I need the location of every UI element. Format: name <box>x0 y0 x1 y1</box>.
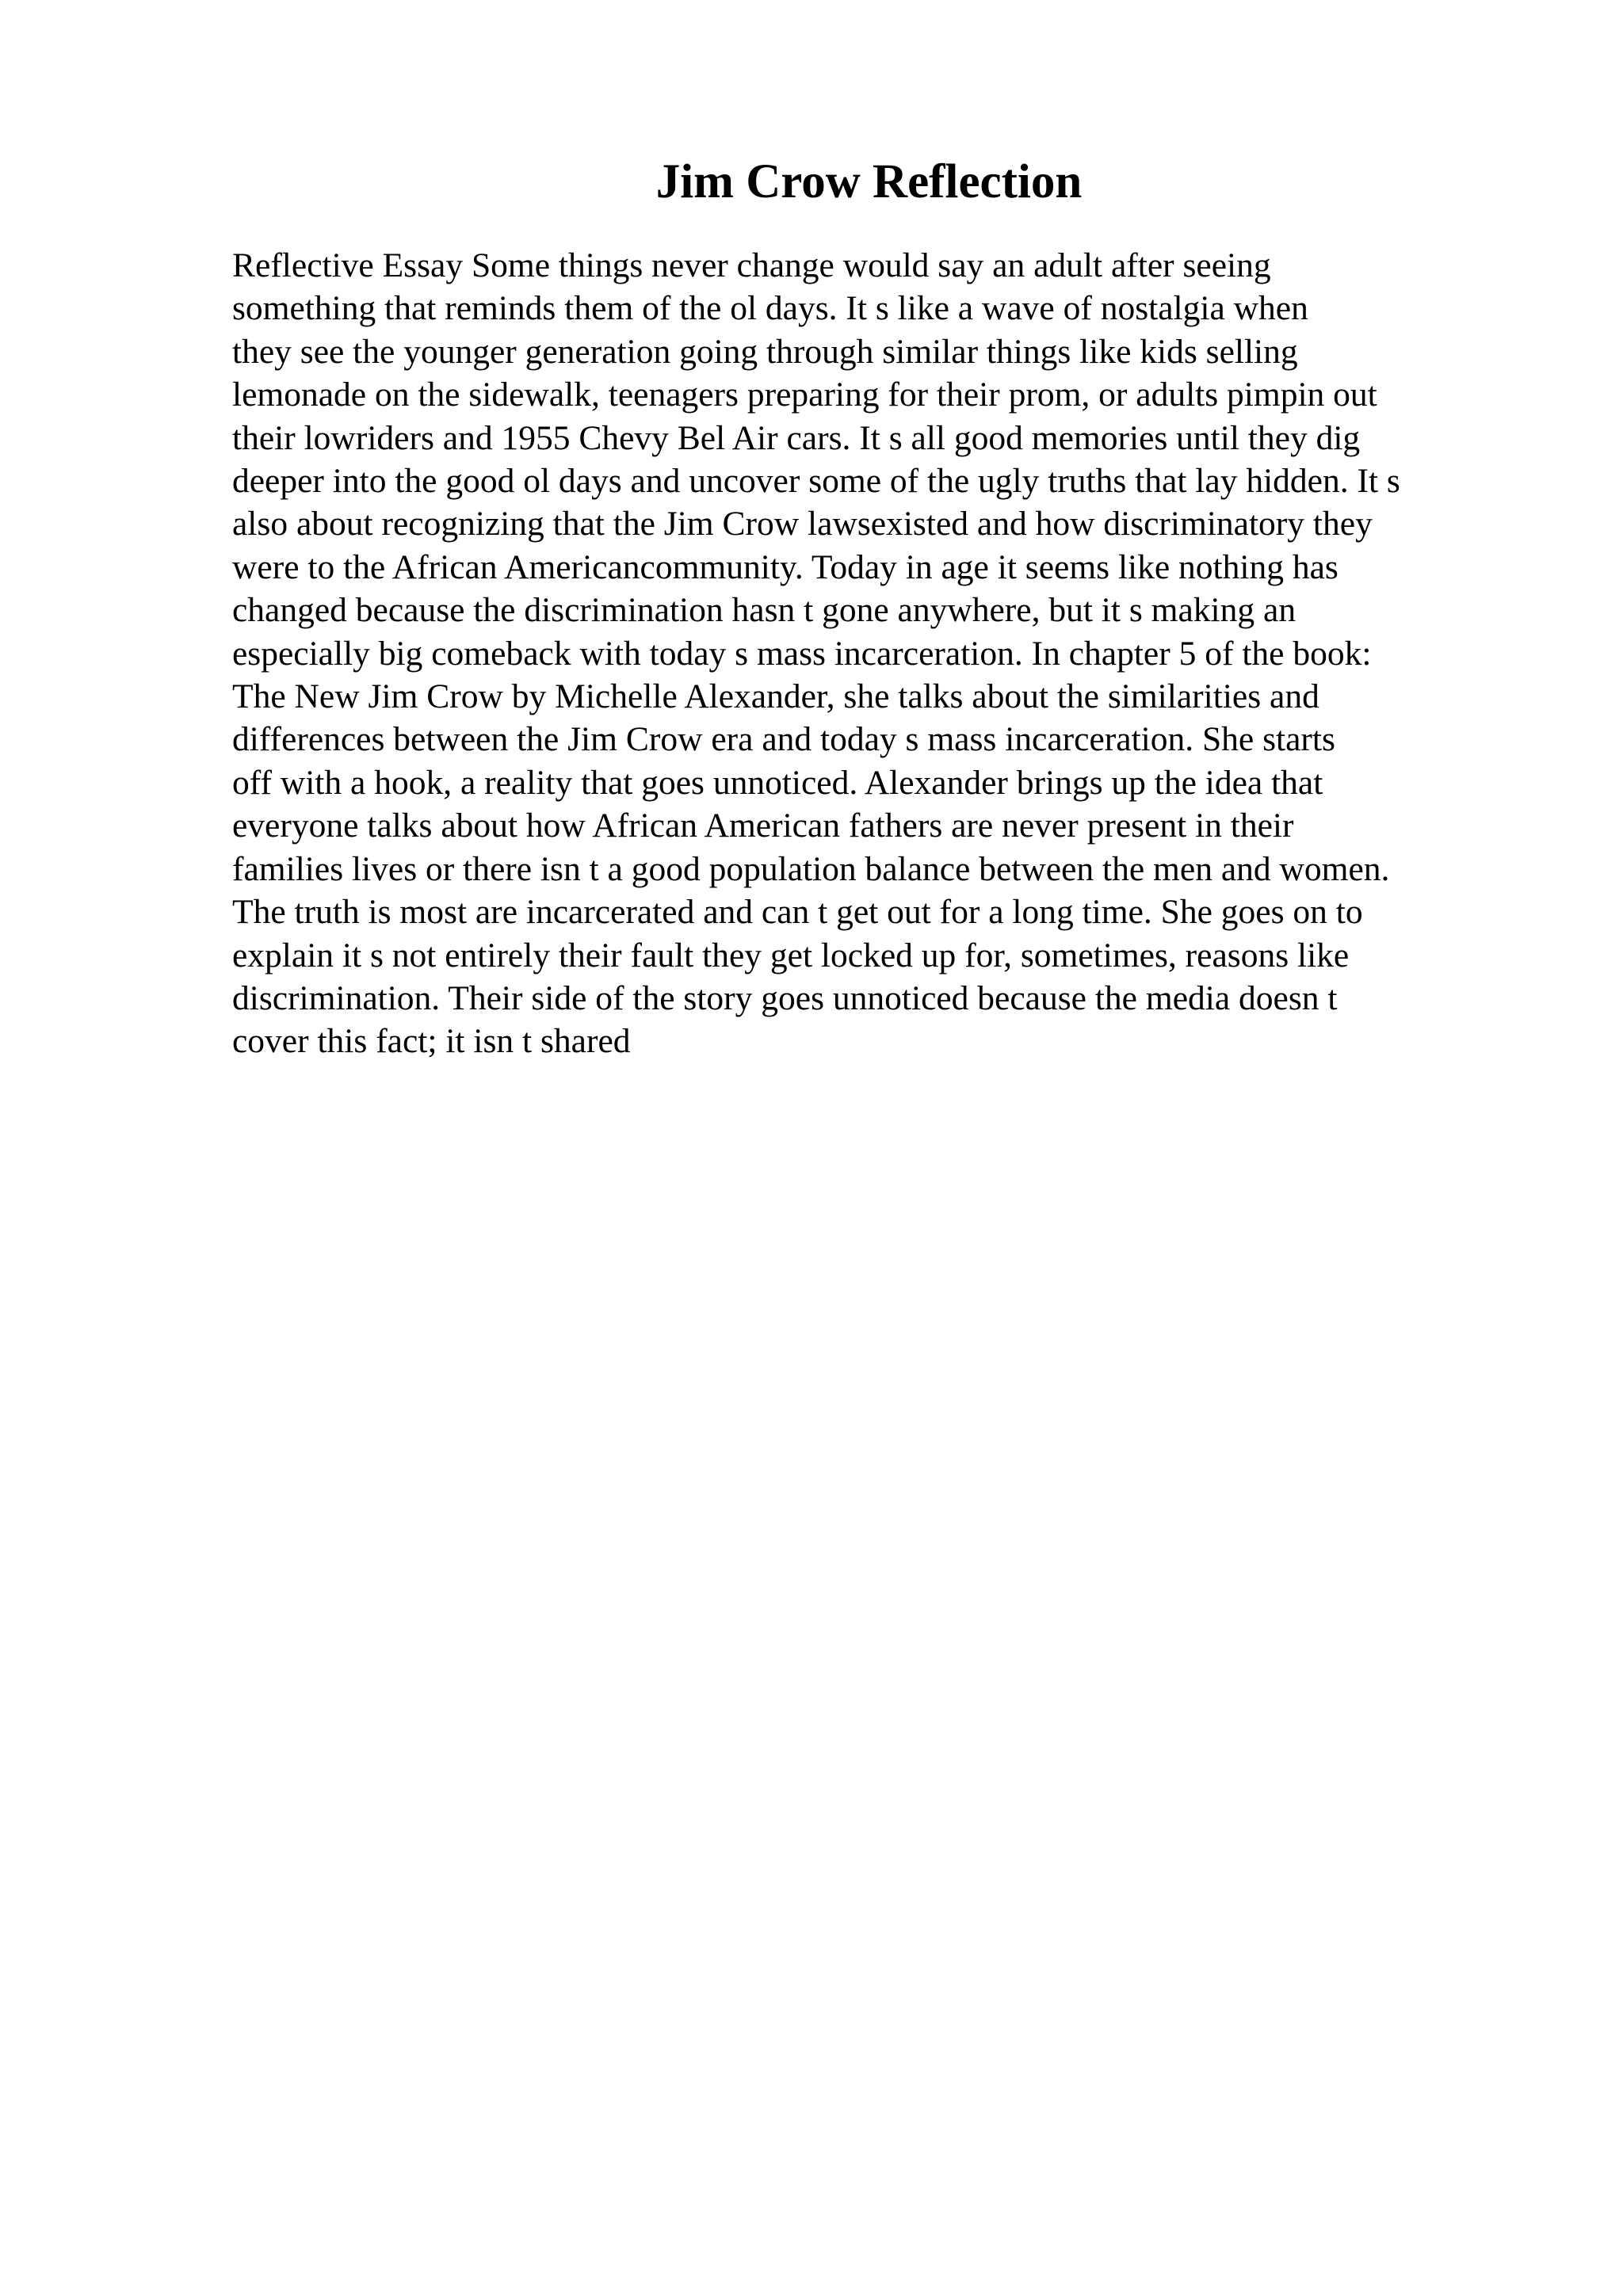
essay-line: changed because the discrimination hasn t gone anywhere, but it s making an <box>232 591 1296 630</box>
essay-line: especially big comeback with today s mass incarceration. In chapter 5 of the book: <box>232 634 1372 673</box>
essay-line: they see the younger generation going through similar things like kids selling <box>232 332 1298 371</box>
essay-line: cover this fact; it isn t shared <box>232 1022 631 1061</box>
essay-line: Reflective Essay Some things never change would say an adult after seeing <box>232 246 1271 284</box>
essay-line: something that reminds them of the ol days. It s like a wave of nostalgia when <box>232 289 1308 328</box>
essay-line: their lowriders and 1955 Chevy Bel Air cars. It s all good memories until they dig <box>232 418 1361 457</box>
essay-line: The New Jim Crow by Michelle Alexander, she talks about the similarities and <box>232 677 1319 716</box>
essay-line: The truth is most are incarcerated and can t get out for a long time. She goes on to <box>232 893 1363 932</box>
page-title: Jim Crow Reflection <box>655 155 1083 208</box>
essay-line: deeper into the good ol days and uncover some of the ugly truths that lay hidden. It s <box>232 462 1400 501</box>
essay-line: families lives or there isn t a good population balance between the men and women. <box>232 849 1390 888</box>
essay-line: lemonade on the sidewalk, teenagers preparing for their prom, or adults pimpin out <box>232 376 1377 414</box>
essay-line: also about recognizing that the Jim Crow lawsexisted and how discriminatory they <box>232 505 1373 543</box>
essay-line: were to the African Americancommunity. Today in age it seems like nothing has <box>232 547 1338 586</box>
essay-line: differences between the Jim Crow era and today s mass incarceration. She starts <box>232 720 1335 759</box>
essay-line: everyone talks about how African American fathers are never present in their <box>232 807 1294 845</box>
essay-line: off with a hook, a reality that goes unnoticed. Alexander brings up the idea that <box>232 763 1323 802</box>
essay-line: explain it s not entirely their fault they get locked up for, sometimes, reasons like <box>232 936 1350 974</box>
essay-body <box>232 244 1619 1063</box>
essay-line: discrimination. Their side of the story goes unnoticed because the media doesn t <box>232 978 1338 1017</box>
